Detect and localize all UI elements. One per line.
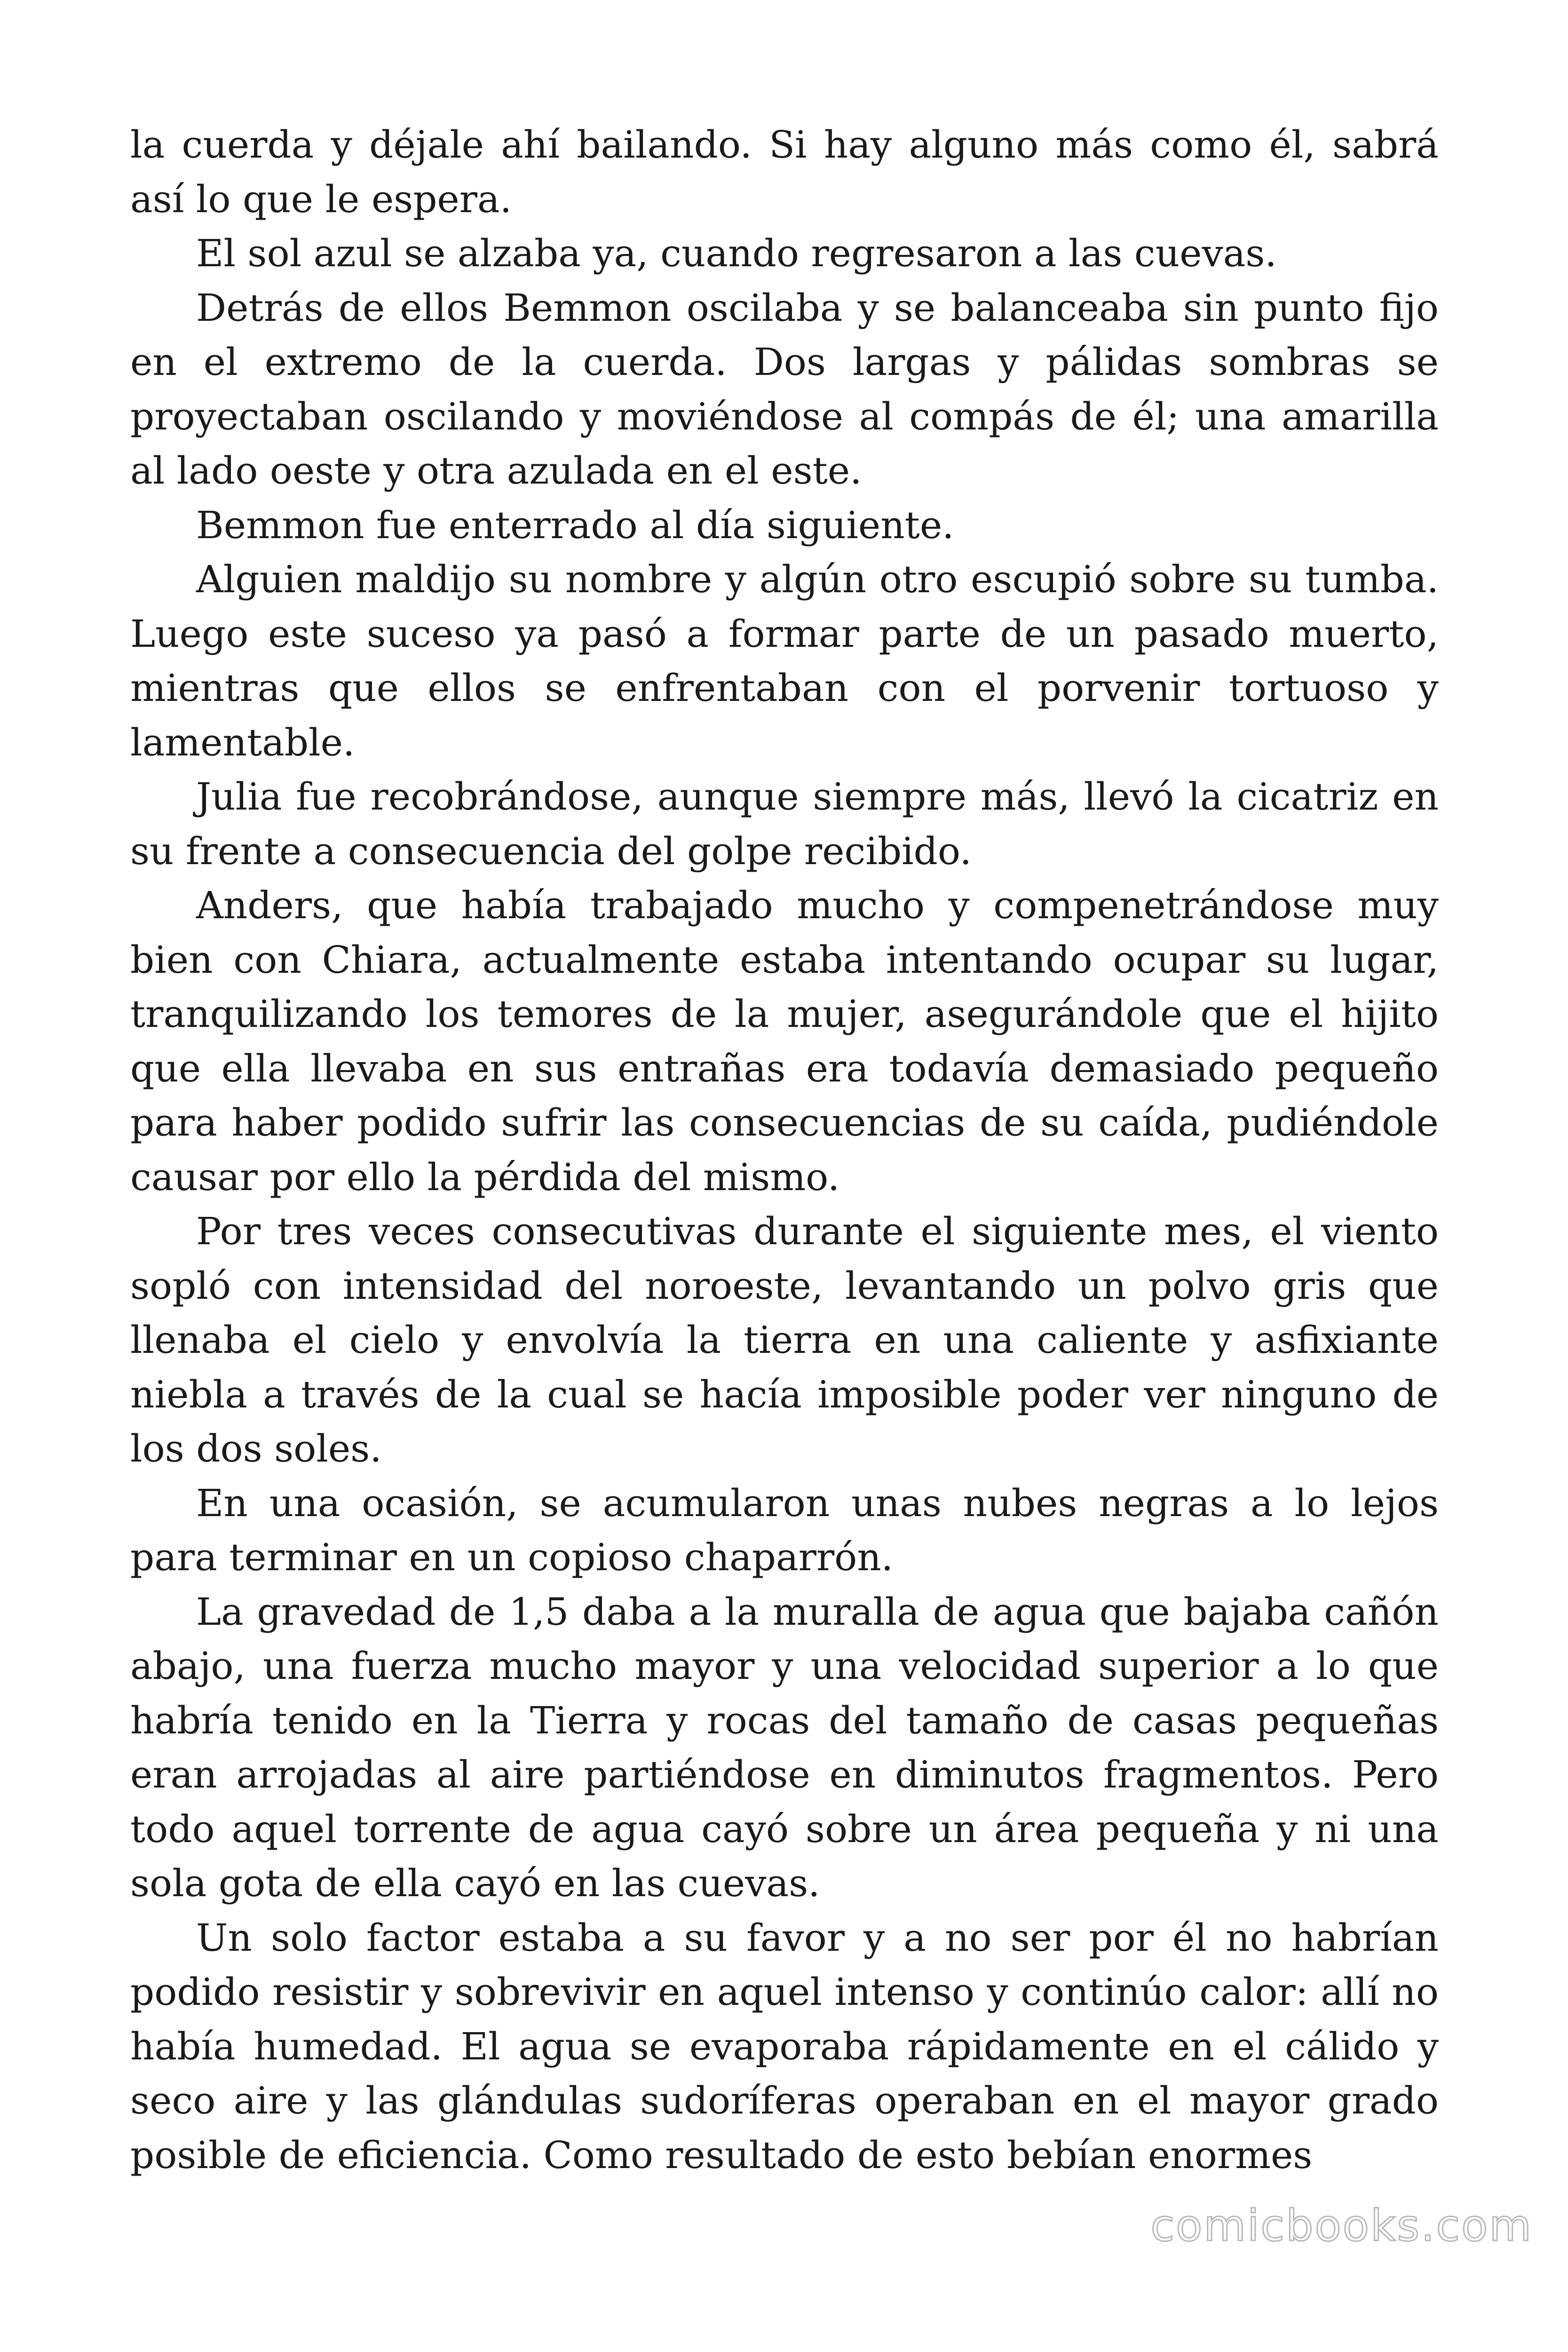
paragraph: Julia fue recobrándose, aunque siempre más, llevó la cicatriz en su frente a consecuencia del golpe recibido. [130,775,1439,873]
paragraph-last: Un solo factor estaba a su favor y a no ser por él no habrían podido resistir y sobrevivir en aquel intenso y continúo calor: allí no había humedad. El agua se evaporaba rápidamente en el cálido y seco aire y las glándulas sudoríferas operaban en el mayor grado posible de eficiencia. Como resultado de esto bebían enormes [130,1915,1439,2177]
paragraph: Por tres veces consecutivas durante el siguiente mes, el viento sopló con intensidad del noroeste, levantando un polvo gris que llenaba el cielo y envolvía la tierra en una caliente y asfixiante niebla a través de la cual se hacía imposible poder ver ninguno de los dos soles. [130,1209,1439,1470]
paragraph: Bemmon fue enterrado al día siguiente. [196,503,954,547]
paragraph: En una ocasión, se acumularon unas nubes negras a lo lejos para terminar en un copioso chaparrón. [130,1481,1439,1579]
paragraph-continuation: la cuerda y déjale ahí bailando. Si hay alguno más como él, sabrá así lo que le espera. [130,123,1439,221]
paragraph: Anders, que había trabajado mucho y compenetrándose muy bien con Chiara, actualmente estaba intentando ocupar su lugar, tranquilizando los temores de la mujer, asegurándole que el hijito que ella llevaba en sus entrañas era todavía demasiado pequeño para haber podido sufrir las consecuencias de su caída, pudiéndole causar por ello la pérdida del mismo. [130,883,1439,1199]
watermark: comicbooks.com [1150,2201,1533,2251]
paragraph: La gravedad de 1,5 daba a la muralla de agua que bajaba cañón abajo, una fuerza mucho mayor y una velocidad superior a lo que habría tenido en la Tierra y rocas del tamaño de casas pequeñas eran arrojadas al aire partiéndose en diminutos fragmentos. Pero todo aquel torrente de agua cayó sobre un área pequeña y ni una sola gota de ella cayó en las cuevas. [130,1589,1439,1905]
paragraph: El sol azul se alzaba ya, cuando regresaron a las cuevas. [196,231,1277,275]
body-text [130,118,1439,2182]
paragraph: Alguien maldijo su nombre y algún otro escupió sobre su tumba. Luego este suceso ya pasó a formar parte de un pasado muerto, mientras que ellos se enfrentaban con el porvenir tortuoso y lamentable. [130,557,1439,764]
paragraph: Detrás de ellos Bemmon oscilaba y se balanceaba sin punto fijo en el extremo de la cuerda. Dos largas y pálidas sombras se proyectaban oscilando y moviéndose al compás de él; una amarilla al lado oeste y otra azulada en el este. [130,286,1439,493]
